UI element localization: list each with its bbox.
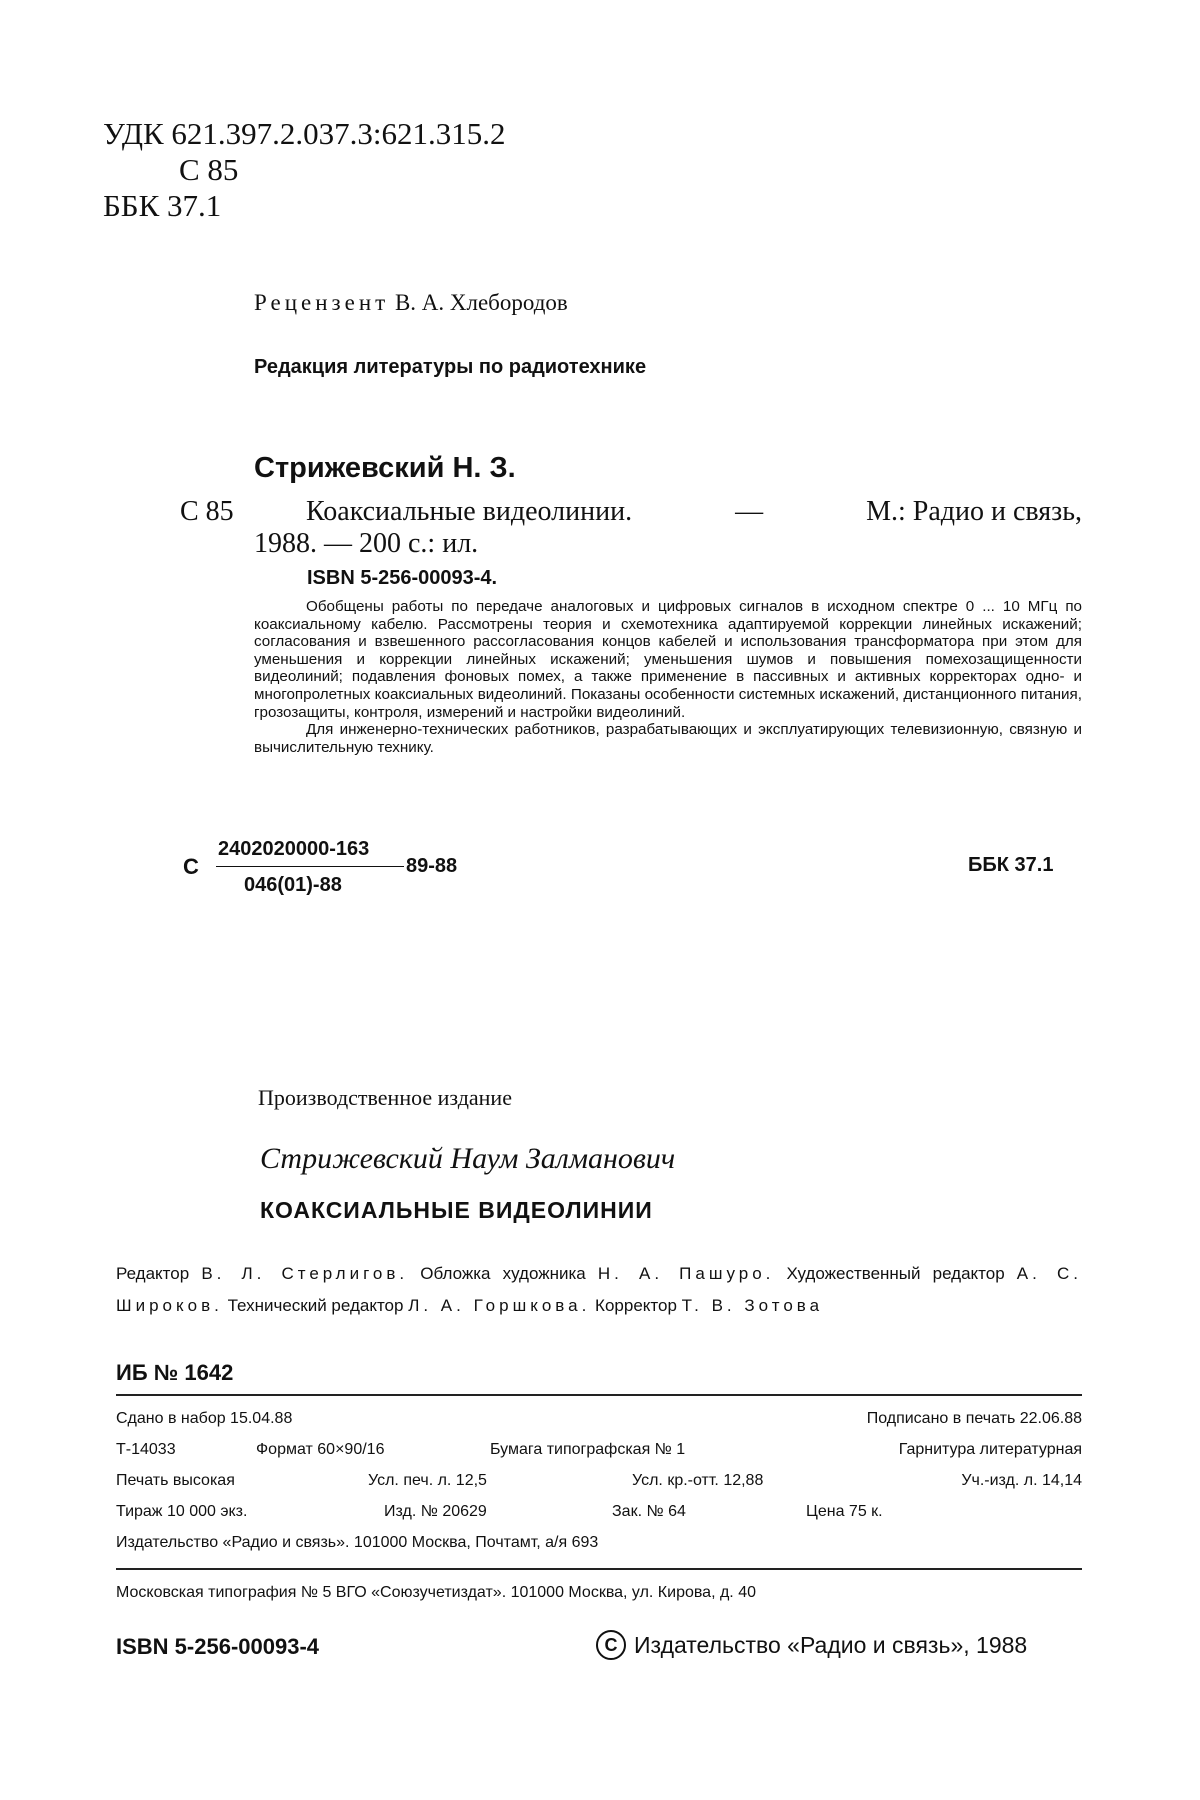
classification-bbk: ББК 37.1 — [968, 854, 1054, 876]
bib-title: Коаксиальные видеолинии. — [306, 496, 633, 527]
corrector-label: Корректор — [595, 1296, 677, 1315]
annotation-paragraph-2: Для инженерно-технических работников, разрабатывающих и эксплуатирующих телевизионную, связную и вычислительную технику. — [254, 721, 1082, 756]
reviewer-line — [254, 290, 568, 316]
imprint-row — [116, 1410, 1082, 1432]
redaction-line: Редакция литературы по радиотехнике — [254, 356, 647, 378]
imprint-row — [116, 1441, 1082, 1463]
art-editor-label: Художественный редактор — [786, 1264, 1005, 1283]
imprint-price: Цена 75 к. — [806, 1503, 883, 1520]
edition-type: Производственное издание — [258, 1085, 512, 1110]
bib-year-pages: 1988. — 200 с.: ил. — [254, 528, 479, 559]
udk-line: УДК 621.397.2.037.3:621.315.2 — [103, 116, 506, 151]
editor-name: В. Л. Стерлигов. — [201, 1264, 409, 1283]
bbk-line: ББК 37.1 — [103, 188, 222, 223]
reviewer-name: В. А. Хлебородов — [394, 290, 568, 315]
reviewer-label: Рецензент — [254, 290, 390, 315]
imprint-format: Формат 60×90/16 — [256, 1441, 385, 1458]
imprint-publisher-sheets: Уч.-изд. л. 14,14 — [961, 1472, 1082, 1489]
bib-author: Стрижевский Н. З. — [254, 452, 516, 484]
classification-suffix: 89-88 — [406, 855, 458, 877]
bib-dash: — — [735, 496, 764, 527]
art-editor-name: А. С. Широков. — [116, 1264, 1082, 1315]
editor-label: Редактор — [116, 1264, 190, 1283]
imprint-row — [116, 1534, 1082, 1556]
imprint-typeset-date: Сдано в набор 15.04.88 — [116, 1410, 293, 1427]
imprint-bottom-rule — [116, 1568, 1082, 1570]
imprint-signed-date: Подписано в печать 22.06.88 — [866, 1410, 1082, 1427]
classification-letter: С — [183, 854, 199, 879]
imprint-publisher-address: Издательство «Радио и связь». 101000 Москва, Почтамт, а/я 693 — [116, 1534, 599, 1551]
tech-editor-label: Технический редактор — [227, 1296, 404, 1315]
book-title: КОАКСИАЛЬНЫЕ ВИДЕОЛИНИИ — [260, 1197, 653, 1223]
classification-numerator: 2402020000-163 — [218, 838, 370, 860]
imprint-print-sheets: Усл. печ. л. 12,5 — [368, 1472, 487, 1489]
imprint-edition-number: Изд. № 20629 — [384, 1503, 487, 1520]
author-full-name: Стрижевский Наум Залманович — [260, 1142, 676, 1175]
imprint-order-number: Зак. № 64 — [612, 1503, 686, 1520]
tech-editor-name: Л. А. Горшкова. — [408, 1296, 591, 1315]
imprint-print-run: Тираж 10 000 экз. — [116, 1503, 248, 1520]
cover-label: Обложка художника — [420, 1264, 586, 1283]
annotation — [254, 598, 1082, 756]
imprint-typeface: Гарнитура литературная — [898, 1441, 1082, 1458]
imprint-row — [116, 1472, 1082, 1494]
imprint-print-method: Печать высокая — [116, 1472, 235, 1489]
credits — [116, 1258, 1082, 1322]
cover-artist-name: Н. А. Пашуро. — [597, 1264, 775, 1283]
bib-code: С 85 — [180, 496, 234, 527]
imprint-top-rule — [116, 1394, 1082, 1396]
fraction-line — [216, 866, 404, 867]
classification-denominator: 046(01)-88 — [244, 874, 342, 896]
footer-isbn: ISBN 5-256-00093-4 — [116, 1634, 320, 1659]
bib-publisher: М.: Радио и связь, — [866, 496, 1082, 527]
classification-codes — [103, 116, 506, 224]
imprint-row — [116, 1503, 1082, 1525]
annotation-paragraph-1: Обобщены работы по передаче аналоговых и цифровых сигналов в исходном спектре 0 ... 10 МГц по коаксиальному кабелю. Рассмотрены теория и схемотехника адаптируемой коррекции линейных искажений; согласования и взвешенного рассогласования концов кабелей и использования трансформатора при этом для уменьшения и коррекции линейных искажений; уменьшения шумов и повышения помехозащищенности видеолиний; подавления фоновых помех, а также применение в пассивных и активных корректорах одно- и многопролетных коаксиальных видеолиний. Показаны особенности системных искажений, дистанционного питания, грозозащиты, контроля, измерений и настройки видеолиний. — [254, 598, 1082, 721]
author-sign-line: С 85 — [179, 152, 239, 187]
imprint-paper: Бумага типографская № 1 — [490, 1441, 686, 1458]
printer-line: Московская типография № 5 ВГО «Союзучетиздат». 101000 Москва, ул. Кирова, д. 40 — [116, 1584, 756, 1601]
bib-isbn: ISBN 5-256-00093-4. — [307, 567, 498, 589]
copyright-icon: C — [596, 1630, 626, 1660]
imprint-color-prints: Усл. кр.-отт. 12,88 — [632, 1472, 764, 1489]
ib-number: ИБ № 1642 — [116, 1360, 234, 1385]
copyright-line — [596, 1632, 1027, 1662]
bib-title-line — [306, 496, 1082, 528]
imprint-license: Т-14033 — [116, 1441, 176, 1458]
corrector-name: Т. В. Зотова — [681, 1296, 824, 1315]
copyright-text: Издательство «Радио и связь», 1988 — [634, 1632, 1028, 1659]
